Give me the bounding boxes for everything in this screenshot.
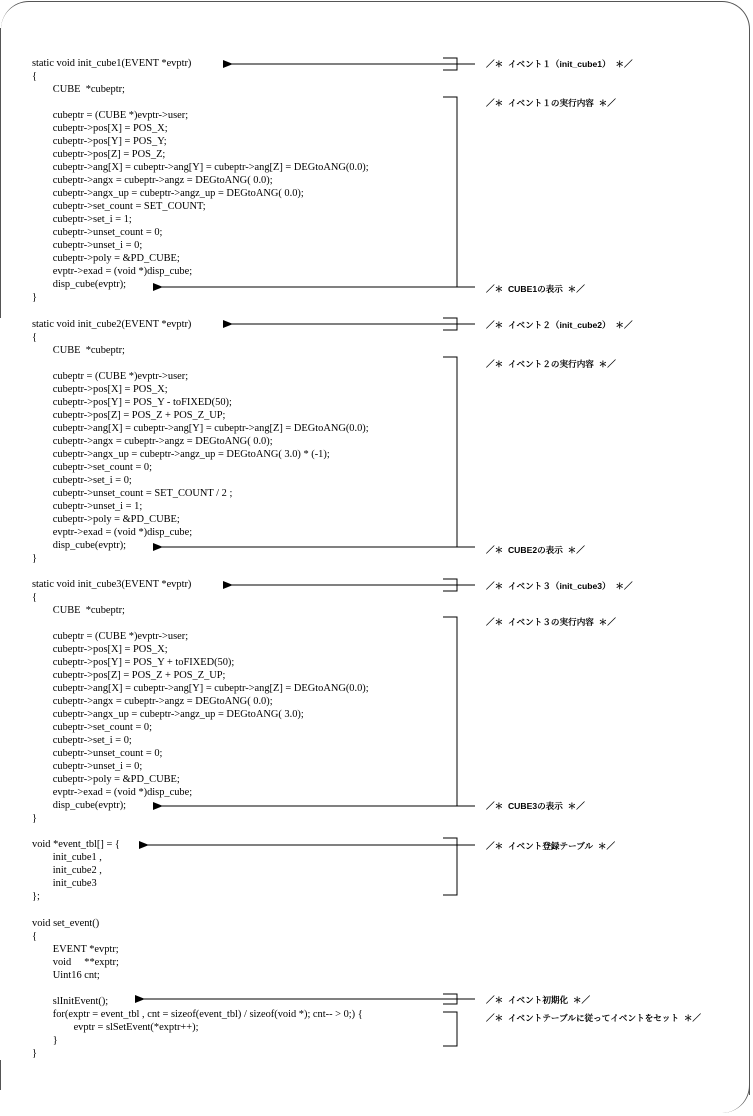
code-line: } (32, 553, 37, 564)
code-block-init-cube2 (32, 318, 369, 565)
code-line: cubeptr->pos[X] = POS_X; (32, 644, 168, 655)
code-line: void set_event() (32, 918, 100, 929)
code-line: cubeptr->pos[X] = POS_X; (32, 384, 168, 395)
code-line: cubeptr->pos[Z] = POS_Z + POS_Z_UP; (32, 410, 226, 421)
code-line: { (32, 71, 37, 82)
bracket-body-cube3 (443, 617, 457, 806)
code-line: CUBE *cubeptr; (32, 84, 125, 95)
code-line: evptr->exad = (void *)disp_cube; (32, 787, 193, 798)
code-line: cubeptr->set_i = 0; (32, 735, 132, 746)
code-line: cubeptr->pos[Z] = POS_Z + POS_Z_UP; (32, 670, 226, 681)
code-line (32, 96, 369, 109)
annotation-event3: ／＊ イベント３（init_cube3） ＊／ (486, 581, 633, 591)
code-line: cubeptr->angx_up = cubeptr->angz_up = DEGtoANG( 3.0); (32, 709, 304, 720)
code-line: CUBE *cubeptr; (32, 345, 125, 356)
code-line: } (32, 292, 37, 303)
code-line: cubeptr = (CUBE *)evptr->user; (32, 371, 189, 382)
code-line: EVENT *evptr; (32, 944, 119, 955)
annotation-event3-body: ／＊ イベント３の実行内容 ＊／ (486, 617, 616, 627)
code-line: cubeptr->ang[X] = cubeptr->ang[Y] = cubeptr->ang[Z] = DEGtoANG(0.0); (32, 162, 369, 173)
code-block-init-cube3 (32, 578, 369, 825)
code-line: void **exptr; (32, 957, 119, 968)
annotation-cube1-display: ／＊ CUBE1の表示 ＊／ (486, 284, 585, 294)
code-line: { (32, 931, 37, 942)
code-line: cubeptr->pos[Y] = POS_Y - toFIXED(50); (32, 397, 232, 408)
code-line: cubeptr->pos[Z] = POS_Z; (32, 149, 166, 160)
code-line: cubeptr->unset_i = 0; (32, 240, 143, 251)
code-line: } (32, 1035, 58, 1046)
annotation-event1-body: ／＊ イベント１の実行内容 ＊／ (486, 98, 616, 108)
code-line: } (32, 813, 37, 824)
code-line: cubeptr->angx_up = cubeptr->angz_up = DEGtoANG( 0.0); (32, 188, 304, 199)
code-line: cubeptr->set_count = 0; (32, 462, 153, 473)
code-line: init_cube2 , (32, 865, 102, 876)
bracket-event-tbl (443, 838, 457, 895)
code-line: cubeptr = (CUBE *)evptr->user; (32, 631, 189, 642)
code-line: CUBE *cubeptr; (32, 605, 125, 616)
code-block-event-tbl (32, 838, 120, 903)
code-line: cubeptr->set_i = 1; (32, 214, 132, 225)
code-line: disp_cube(evptr); (32, 800, 127, 811)
code-line: cubeptr->angx = cubeptr->angz = DEGtoANG( 0.0); (32, 436, 273, 447)
annotation-event-table: ／＊ イベント登録テーブル ＊／ (486, 841, 616, 851)
code-line: disp_cube(evptr); (32, 540, 127, 551)
code-line: } (32, 1048, 37, 1059)
annotation-event-init: ／＊ イベント初期化 ＊／ (486, 995, 591, 1005)
code-line: disp_cube(evptr); (32, 279, 127, 290)
annotation-set-events: ／＊ イベントテーブルに従ってイベントをセット ＊／ (486, 1013, 702, 1023)
code-line: cubeptr->unset_count = SET_COUNT / 2 ; (32, 488, 233, 499)
code-line: slInitEvent(); (32, 996, 109, 1007)
code-line: cubeptr->unset_count = 0; (32, 227, 163, 238)
annotation-cube2-display: ／＊ CUBE2の表示 ＊／ (486, 545, 585, 555)
code-line: cubeptr->unset_i = 1; (32, 501, 143, 512)
code-line: { (32, 592, 37, 603)
code-line: evptr = slSetEvent(*exptr++); (32, 1022, 199, 1033)
annotation-event1: ／＊ イベント１（init_cube1） ＊／ (486, 59, 633, 69)
code-line: init_cube3 (32, 878, 97, 889)
code-line: cubeptr->angx = cubeptr->angz = DEGtoANG( 0.0); (32, 175, 273, 186)
annotation-event2-body: ／＊ イベント２の実行内容 ＊／ (486, 359, 616, 369)
code-line: for(exptr = event_tbl , cnt = sizeof(event_tbl) / sizeof(void *); cnt-- > 0;) { (32, 1009, 363, 1020)
code-line: evptr->exad = (void *)disp_cube; (32, 266, 193, 277)
code-line: cubeptr->poly = &PD_CUBE; (32, 514, 180, 525)
code-line: cubeptr->pos[Y] = POS_Y + toFIXED(50); (32, 657, 235, 668)
code-line: init_cube1 , (32, 852, 102, 863)
code-line (32, 617, 369, 630)
code-line: cubeptr->ang[X] = cubeptr->ang[Y] = cubeptr->ang[Z] = DEGtoANG(0.0); (32, 683, 369, 694)
code-line: cubeptr->set_count = 0; (32, 722, 153, 733)
code-line: Uint16 cnt; (32, 970, 100, 981)
bracket-body-cube1 (443, 97, 457, 287)
bracket-body-cube2 (443, 357, 457, 547)
code-line: cubeptr->ang[X] = cubeptr->ang[Y] = cubeptr->ang[Z] = DEGtoANG(0.0); (32, 423, 369, 434)
code-line: void *event_tbl[] = { (32, 839, 120, 850)
code-line: static void init_cube1(EVENT *evptr) (32, 58, 192, 69)
code-line: cubeptr->poly = &PD_CUBE; (32, 774, 180, 785)
code-line: cubeptr->unset_count = 0; (32, 748, 163, 759)
annotation-event2: ／＊ イベント２（init_cube2） ＊／ (486, 320, 633, 330)
code-line: static void init_cube2(EVENT *evptr) (32, 319, 192, 330)
code-block-set-event (32, 917, 363, 1060)
code-line: cubeptr->set_i = 0; (32, 475, 132, 486)
code-line (32, 357, 369, 370)
code-line (32, 982, 363, 995)
code-line: }; (32, 891, 40, 902)
code-line: cubeptr->unset_i = 0; (32, 761, 143, 772)
bracket-for-loop (443, 1012, 457, 1046)
code-line: cubeptr->angx = cubeptr->angz = DEGtoANG( 0.0); (32, 696, 273, 707)
code-line: evptr->exad = (void *)disp_cube; (32, 527, 193, 538)
annotation-cube3-display: ／＊ CUBE3の表示 ＊／ (486, 801, 585, 811)
code-line: cubeptr->angx_up = cubeptr->angz_up = DEGtoANG( 3.0) * (-1); (32, 449, 330, 460)
code-line: cubeptr->pos[Y] = POS_Y; (32, 136, 167, 147)
code-line: cubeptr->pos[X] = POS_X; (32, 123, 168, 134)
code-line: cubeptr = (CUBE *)evptr->user; (32, 110, 189, 121)
code-line: static void init_cube3(EVENT *evptr) (32, 579, 192, 590)
code-line: cubeptr->poly = &PD_CUBE; (32, 253, 180, 264)
code-line: { (32, 332, 37, 343)
code-block-init-cube1 (32, 57, 369, 304)
code-line: cubeptr->set_count = SET_COUNT; (32, 201, 206, 212)
